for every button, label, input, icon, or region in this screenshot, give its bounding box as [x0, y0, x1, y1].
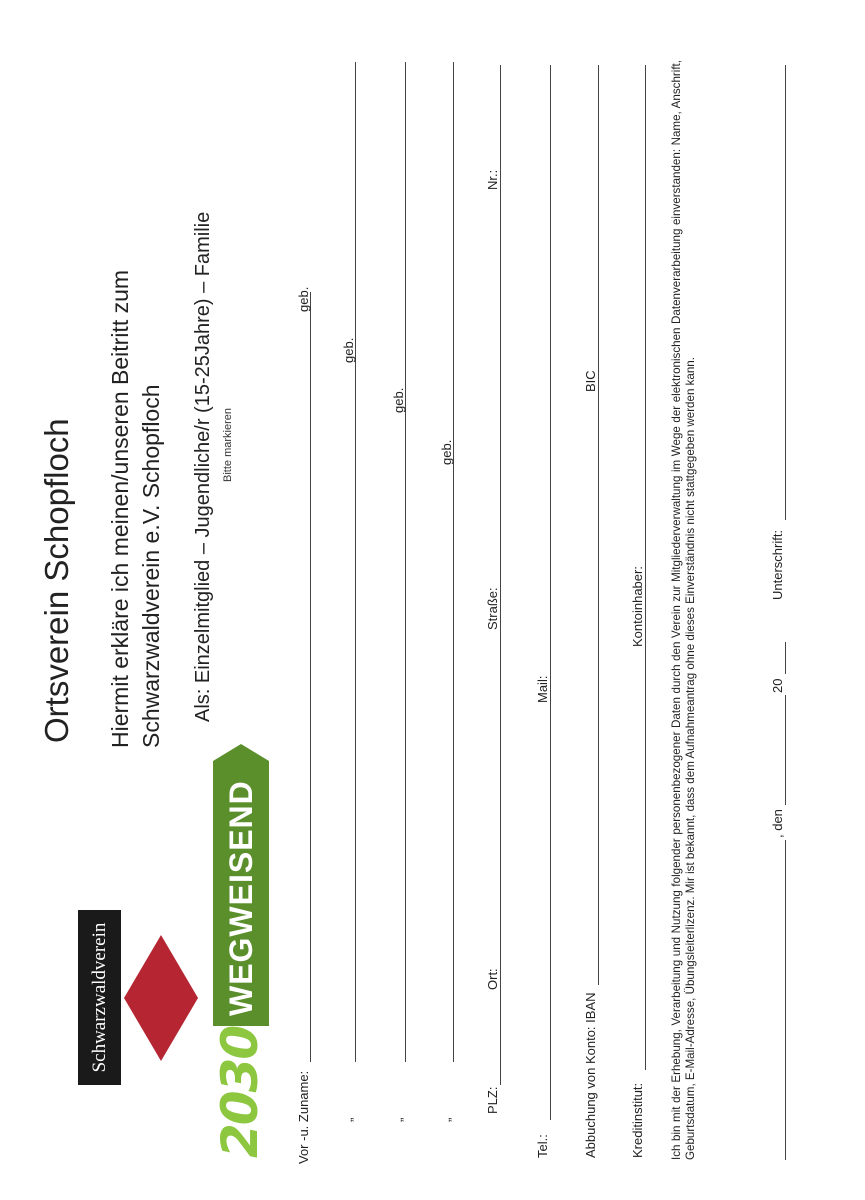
- intro-line-2: Schwarzwaldverein e.V. Schopfloch: [138, 384, 164, 748]
- ort-label: Ort:: [485, 968, 500, 990]
- logo-brand-bar: Schwarzwaldverein: [78, 910, 121, 1085]
- name-line-3[interactable]: [405, 62, 406, 1062]
- schwarzwaldverein-logo: [78, 910, 198, 1085]
- campaign-year: 2030: [211, 1026, 269, 1158]
- campaign-banner: [213, 744, 269, 1158]
- geb-label-4: geb.: [439, 439, 454, 465]
- bank-line[interactable]: [645, 65, 646, 1070]
- nr-label: Nr.:: [485, 169, 500, 190]
- geb-label-1: geb.: [296, 286, 311, 312]
- name-line-2[interactable]: [355, 62, 356, 1062]
- red-diamond-icon: [121, 910, 198, 1085]
- name-line[interactable]: [310, 292, 311, 1062]
- kreditinstitut-label: Kreditinstitut:: [630, 1082, 645, 1158]
- plz-label: PLZ:: [485, 1086, 500, 1114]
- intro-text: [105, 188, 167, 748]
- tel-label: Tel.:: [535, 1134, 550, 1158]
- date-line[interactable]: [785, 695, 786, 805]
- consent-text: Ich bin mit der Erhebung, Verarbeitung und Nutzung folgender personenbezogener Daten durch den Verein zur Mitgliederverwaltung im Wege der elektronischen Datenverarbeitung einverstanden: Name, Anschrift, Geburtsdatum, E-Mail-Adresse, Übungsleiterlizenz. Mir ist bekannt, dass dem Aufnahmeantrag ohne dieses Einverständnis nicht stattgegeben werden kann.: [670, 60, 697, 1160]
- bic-label: BIC: [583, 370, 598, 392]
- mail-label: Mail:: [535, 675, 550, 703]
- geb-label-2: geb.: [341, 337, 356, 363]
- iban-line[interactable]: [598, 65, 599, 985]
- year-line[interactable]: [785, 642, 786, 674]
- contact-line[interactable]: [550, 65, 551, 1120]
- ditto-mark-2: „: [390, 1117, 405, 1122]
- membership-type-options: Als: Einzelmitglied – Jugendliche/r (15-25Jahre) – Familie: [192, 211, 214, 722]
- year-prefix: 20: [770, 678, 785, 693]
- unterschrift-label: Unterschrift:: [770, 529, 785, 600]
- selection-hint: Bitte markieren: [222, 408, 234, 482]
- den-label: , den: [770, 809, 785, 838]
- place-line[interactable]: [785, 840, 786, 1160]
- name-label: Vor -u. Zuname:: [296, 1070, 311, 1164]
- ditto-mark-3: „: [438, 1117, 453, 1122]
- kontoinhaber-label: Kontoinhaber:: [630, 566, 645, 647]
- name-line-4[interactable]: [453, 62, 454, 1062]
- signature-line[interactable]: [785, 65, 786, 520]
- abbuchung-label: Abbuchung von Konto: IBAN: [583, 992, 598, 1158]
- intro-line-1: Hiermit erkläre ich meinen/unseren Beitritt zum: [107, 269, 133, 748]
- geb-label-3: geb.: [391, 387, 406, 413]
- campaign-slogan: WEGWEISEND: [223, 780, 259, 1016]
- ditto-mark-1: „: [340, 1117, 355, 1122]
- strasse-label: Straße:: [485, 587, 500, 630]
- page-title: Ortsverein Schopfloch: [38, 418, 75, 743]
- address-line[interactable]: [500, 65, 501, 1085]
